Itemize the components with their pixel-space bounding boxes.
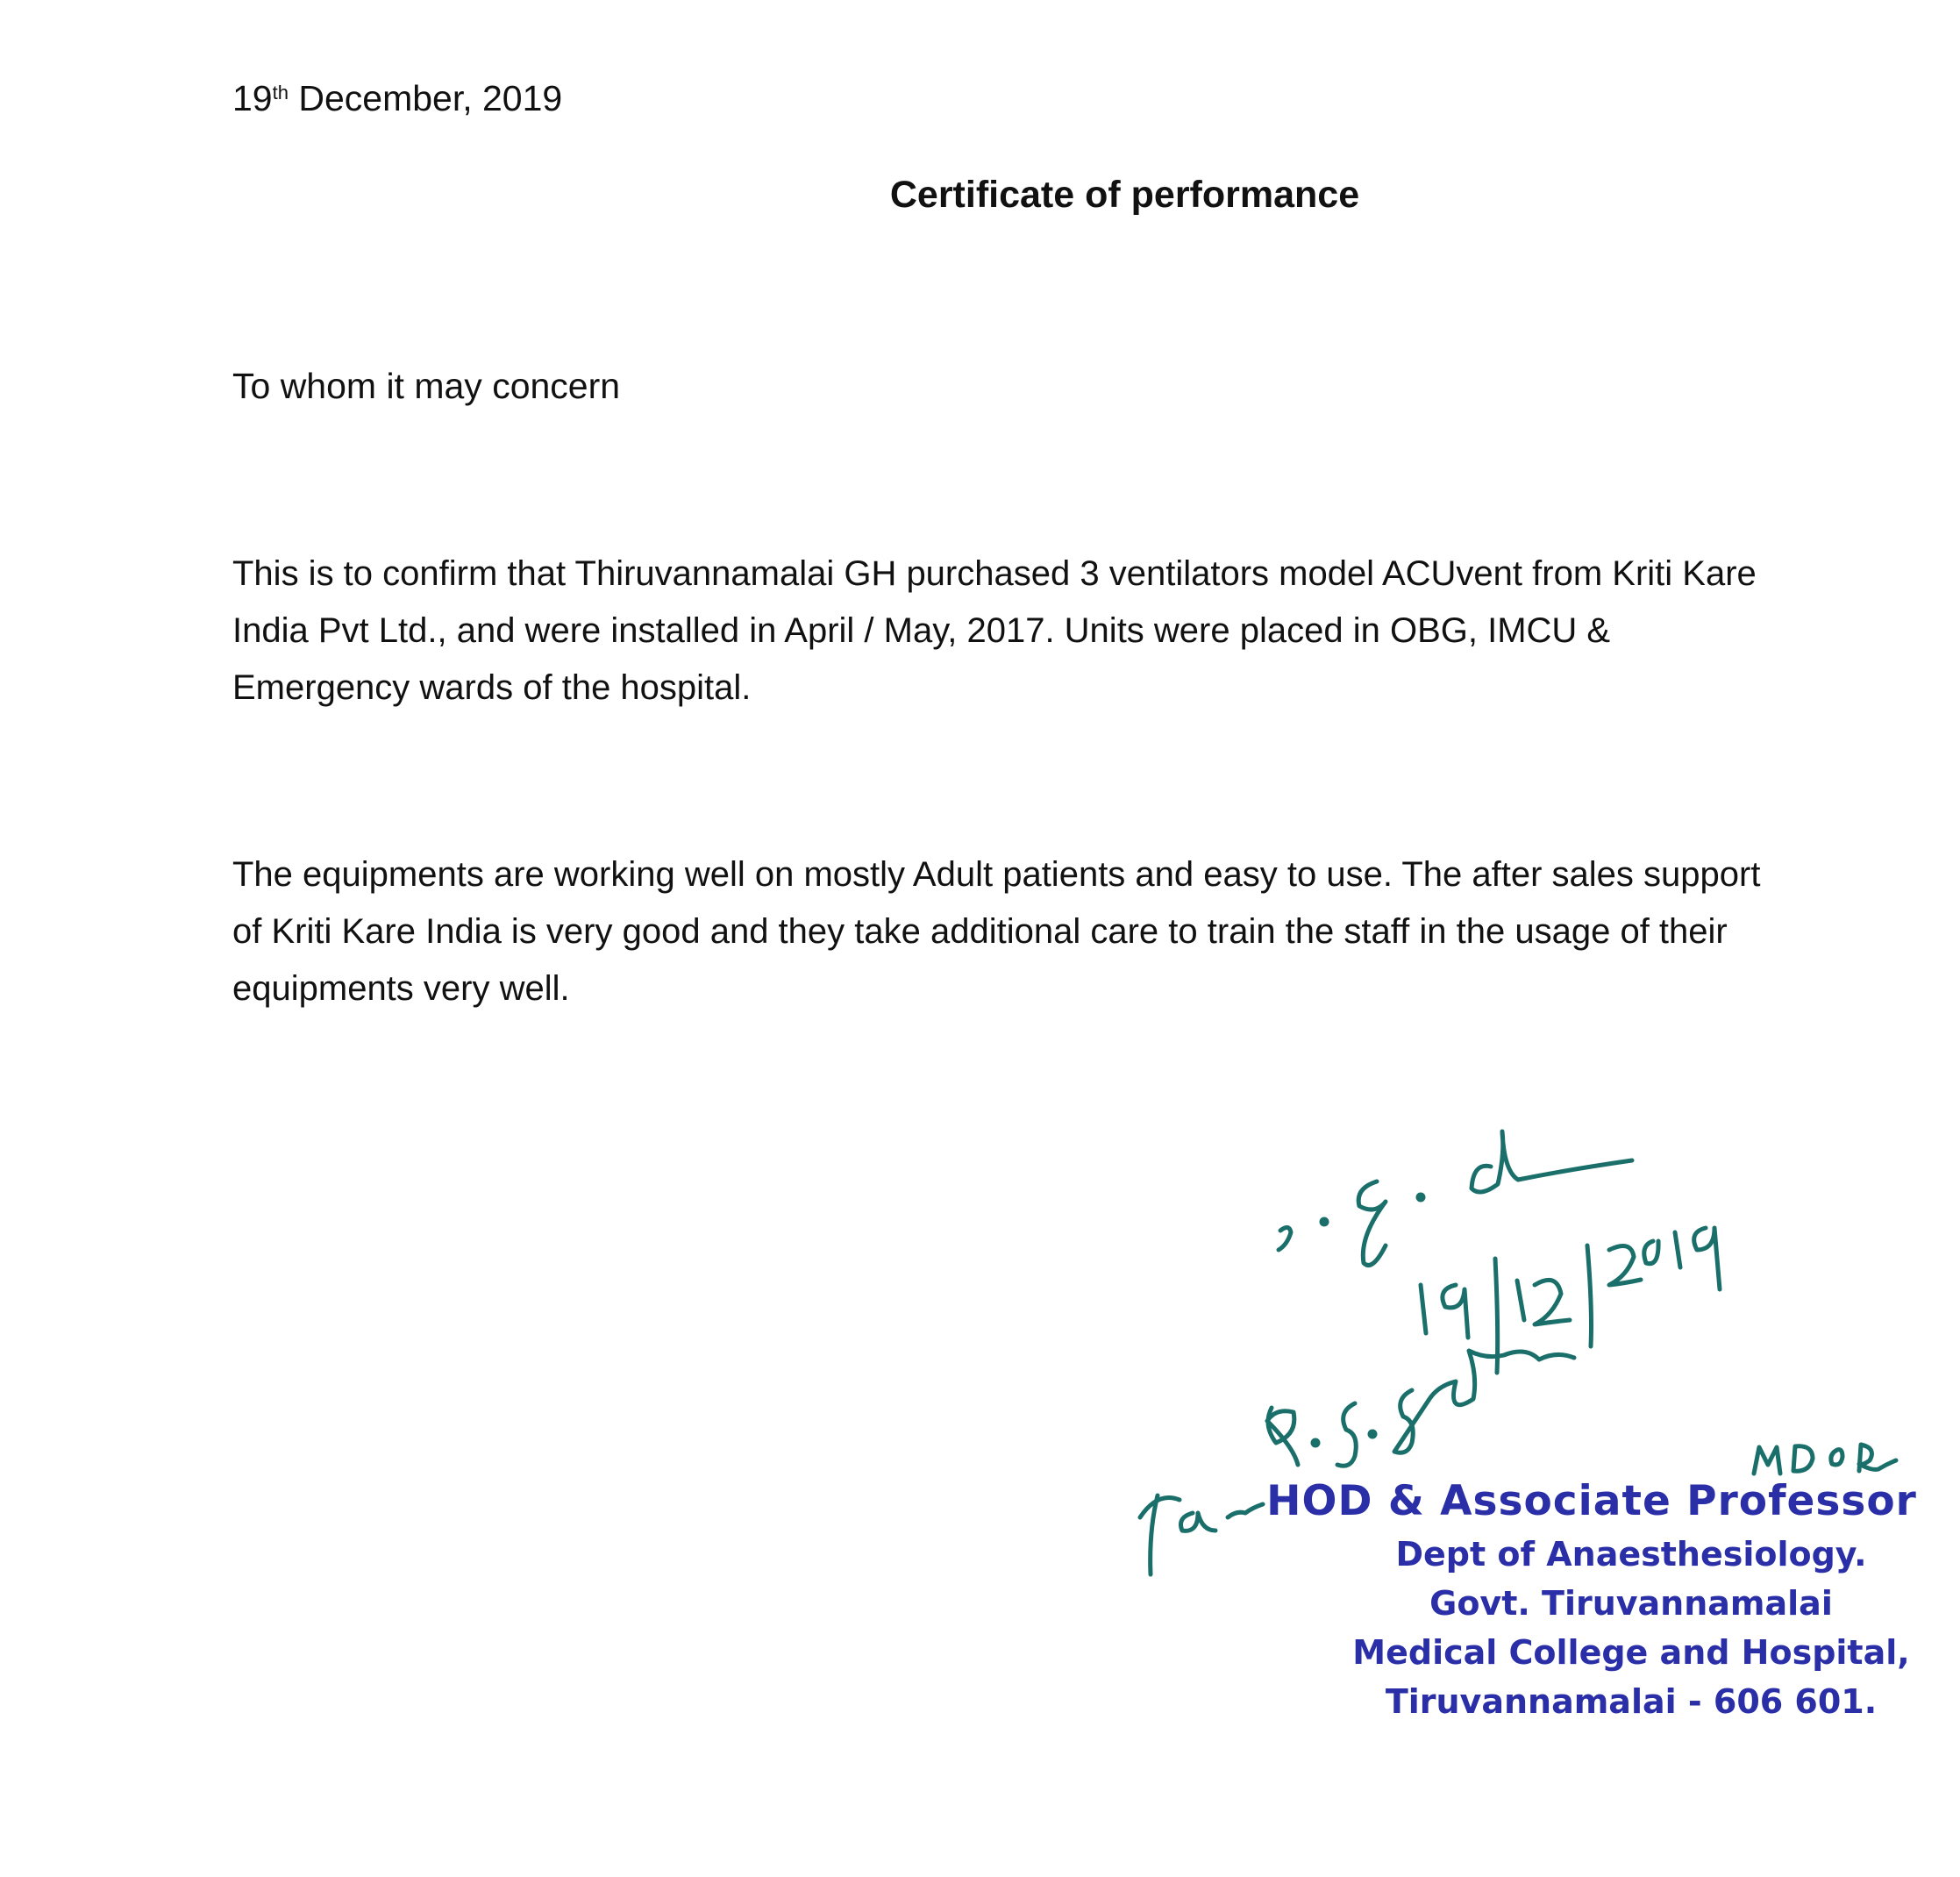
date-day: 19: [232, 78, 273, 118]
paragraph-line: Emergency wards of the hospital.: [232, 668, 752, 707]
stamp-line-title: HOD & Associate Professor: [1266, 1477, 1917, 1525]
letter-date: [232, 72, 562, 125]
salutation: To whom it may concern: [232, 366, 621, 406]
stamp-line-department: Dept of Anaesthesiology.: [1395, 1535, 1867, 1574]
official-stamp: [1223, 1474, 1960, 1726]
date-rest: December, 2019: [288, 78, 563, 118]
paragraph-line: India Pvt Ltd., and were installed in April / May, 2017. Units were placed in OBG, IMCU &: [232, 611, 1611, 650]
date-suffix: th: [272, 82, 289, 103]
stamp-line-college: Medical College and Hospital,: [1352, 1633, 1910, 1672]
paragraph-line: This is to confirm that Thiruvannamalai GH purchased 3 ventilators model ACUvent from Kriti Kare: [232, 554, 1757, 593]
stamp-line-institution: Govt. Tiruvannamalai: [1429, 1584, 1833, 1623]
paragraph-line: of Kriti Kare India is very good and they take additional care to train the staff in the usage of their: [232, 912, 1728, 951]
paragraph-line: The equipments are working well on mostly Adult patients and easy to use. The after sales support: [232, 855, 1761, 894]
document-title: Certificate of performance: [889, 174, 1360, 216]
paragraph-line: equipments very well.: [232, 969, 570, 1008]
paragraph-confirmation: [232, 546, 1907, 717]
paragraph-performance: [232, 846, 1907, 1017]
stamp-line-address: Tiruvannamalai - 606 601.: [1385, 1682, 1878, 1721]
